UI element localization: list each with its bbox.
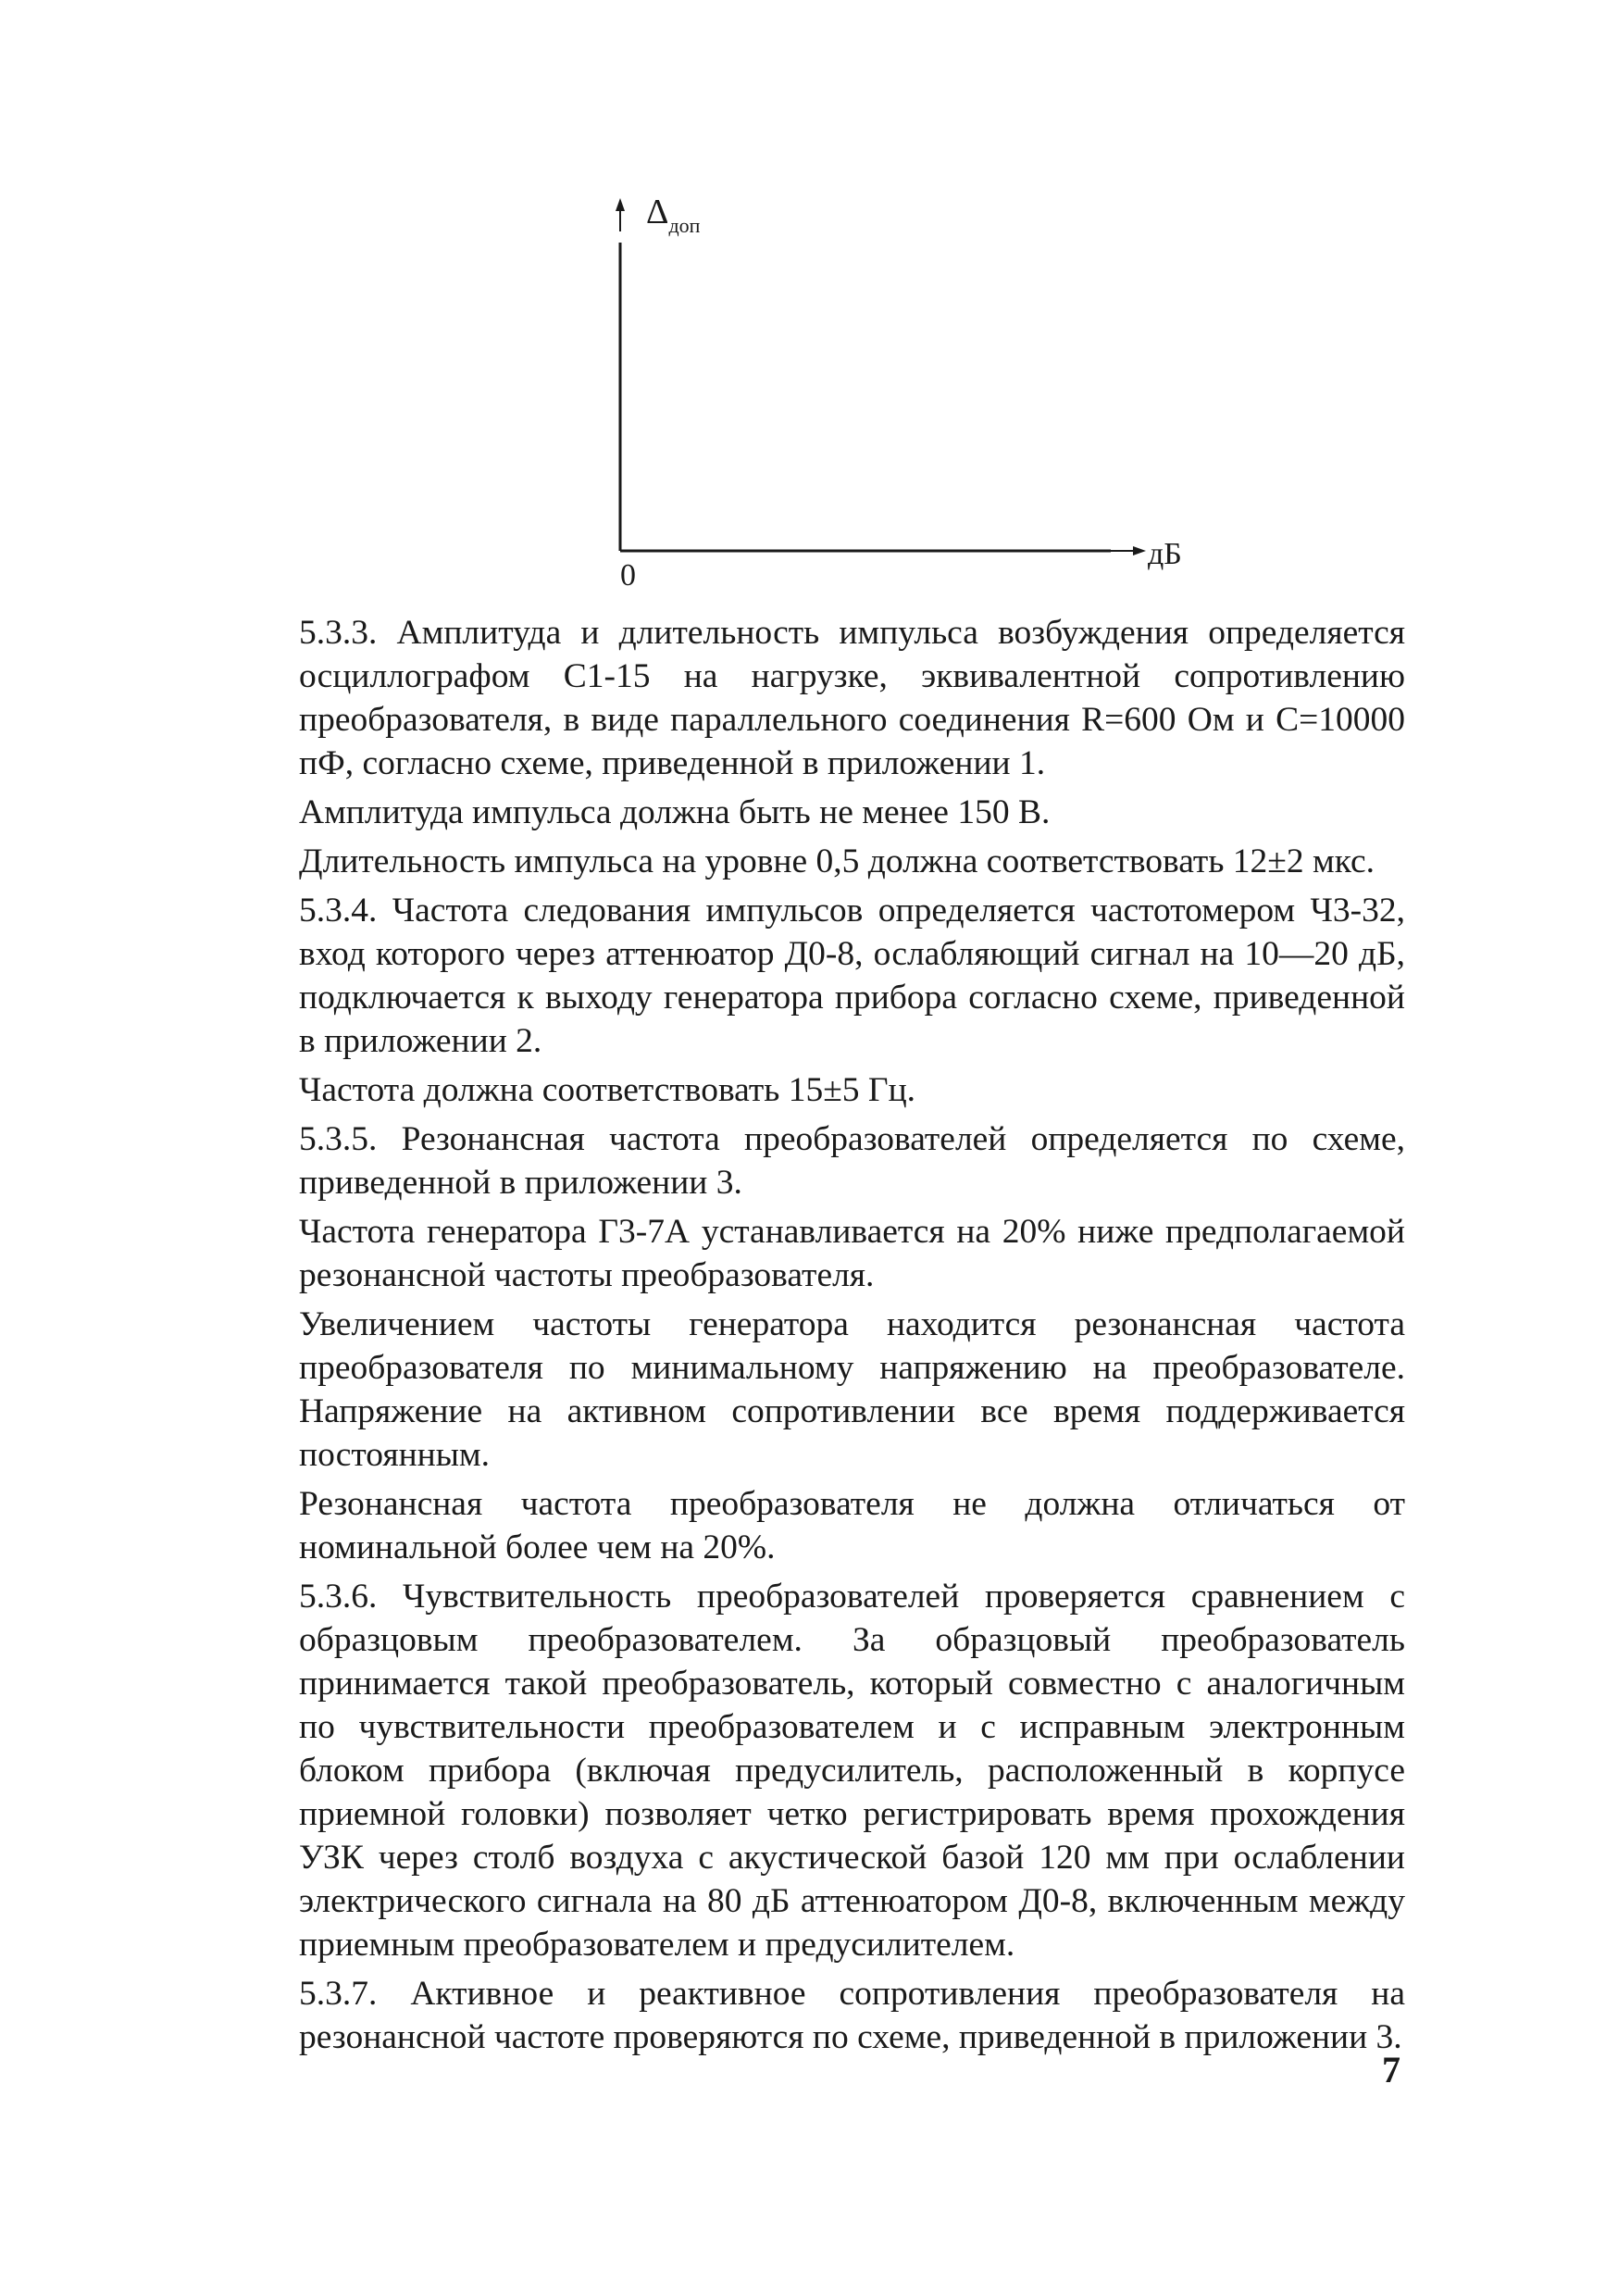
x-axis-arrowhead [1133,546,1146,555]
paragraph-5-3-6: 5.3.6. Чувствительность преобразователей проверяется сравнением с образцовым преобразователем. За образцовый преобразователь принимается такой преобразователь, который совместно с аналогичным по чувствительности преобразователем и с исправным электронным блоком прибора (включая предусилитель, расположенный в корпусе приемной головки) позволяет четко регистрировать время прохождения УЗК через столб воздуха с акустической базой 120 мм при ослаблении электрического сигнала на 80 дБ аттенюатором Д0-8, включенным между приемным преобразователем и предусилителем. [299,1578,1405,1964]
paragraph-5-3-5: 5.3.5. Резонансная частота преобразователей определяется по схеме, приведенной в приложении 3. [299,1120,1405,1202]
y-axis-subscript: доп [668,214,701,237]
paragraph-5-3-3: 5.3.3. Амплитуда и длительность импульса возбуждения определяется осциллографом С1-15 на нагрузке, эквивалентной сопротивлению преобразователя, в виде параллельного соединения R=600 Ом и С=10000 пФ, согласно схеме, приведенной в приложении 1. [299,614,1405,782]
paragraph-5-3-4: 5.3.4. Частота следования импульсов определяется частотомером Ч3-32, вход которого через аттенюатор Д0-8, ослабляющий сигнал на 10—20 дБ, подключается к выходу генератора прибора согласно схеме, приведенной в приложении 2. [299,892,1405,1060]
paragraph-frequency-requirement: Частота должна соответствовать 15±5 Гц. [299,1071,916,1109]
body-text [299,611,1405,2065]
paragraph-resonance-search: Увеличением частоты генератора находится резонансная частота преобразователя по минимальному напряжению на преобразователе. Напряжение на активном сопротивлении все время поддерживается постоянным. [299,1305,1405,1474]
paragraph-amplitude-requirement: Амплитуда импульса должна быть не менее 150 В. [299,793,1051,831]
y-axis-arrowhead [616,198,625,211]
graph-figure [592,194,1222,602]
origin-label: 0 [620,558,636,593]
y-axis-label: $\Delta_{доп}$ [646,193,701,237]
paragraph-5-3-7: 5.3.7. Активное и реактивное сопротивления преобразователя на резонансной частоте проверяются по схеме, приведенной в приложении 3. [299,1975,1405,2056]
graph-axes [592,194,1222,602]
x-axis-label: дБ [1148,537,1182,571]
page-number: 7 [1382,2049,1400,2090]
paragraph-generator-setting: Частота генератора Г3-7А устанавливается на 20% ниже предполагаемой резонансной частоты преобразователя. [299,1213,1405,1294]
paragraph-duration-requirement: Длительность импульса на уровне 0,5 должна соответствовать 12±2 мкс. [299,842,1375,880]
paragraph-resonance-tolerance: Резонансная частота преобразователя не должна отличаться от номинальной более чем на 20%. [299,1485,1405,1566]
